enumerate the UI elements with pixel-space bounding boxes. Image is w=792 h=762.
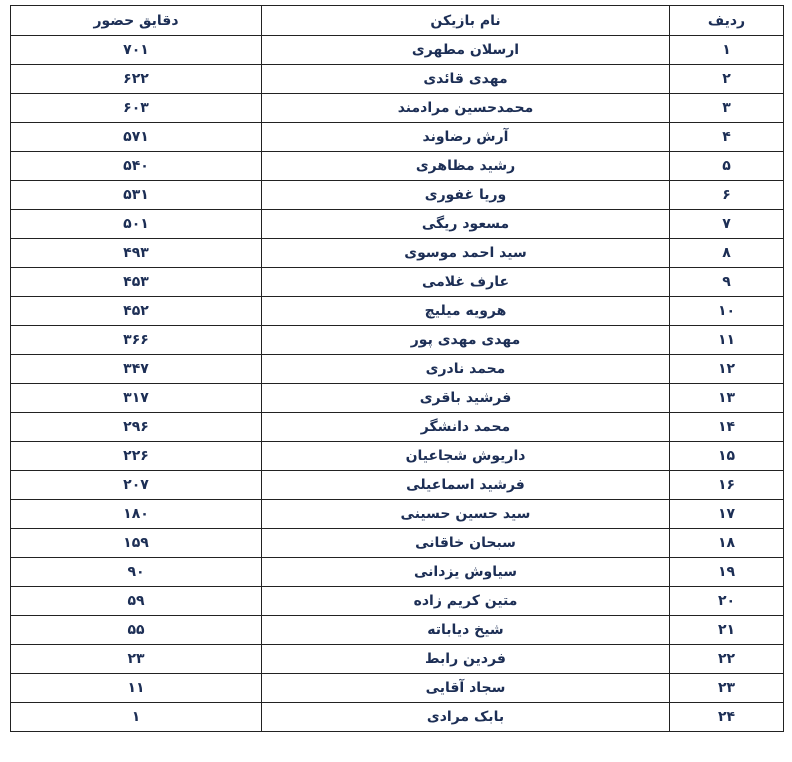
- player-name-cell: ارسلان مطهری: [262, 36, 670, 65]
- table-row: [11, 36, 784, 65]
- rank-cell: ۱۳: [670, 384, 784, 413]
- minutes-cell: ۲۰۷: [11, 471, 262, 500]
- rank-cell: ۵: [670, 152, 784, 181]
- rank-cell: ۱: [670, 36, 784, 65]
- rank-cell: ۴: [670, 123, 784, 152]
- player-name-cell: فرشید باقری: [262, 384, 670, 413]
- table-row: [11, 442, 784, 471]
- minutes-cell: ۲۳: [11, 645, 262, 674]
- rank-cell: ۹: [670, 268, 784, 297]
- table-row: [11, 123, 784, 152]
- player-name-cell: رشید مظاهری: [262, 152, 670, 181]
- minutes-cell: ۵۰۱: [11, 210, 262, 239]
- minutes-cell: ۲۹۶: [11, 413, 262, 442]
- rank-cell: ۲: [670, 65, 784, 94]
- player-name-cell: محمدحسین مرادمند: [262, 94, 670, 123]
- table-row: [11, 471, 784, 500]
- minutes-cell: ۳۴۷: [11, 355, 262, 384]
- rank-cell: ۱۱: [670, 326, 784, 355]
- header-row: [11, 6, 784, 36]
- rank-cell: ۱۹: [670, 558, 784, 587]
- player-name-cell: سجاد آقایی: [262, 674, 670, 703]
- player-name-cell: سید حسین حسینی: [262, 500, 670, 529]
- rank-cell: ۲۲: [670, 645, 784, 674]
- rank-cell: ۷: [670, 210, 784, 239]
- player-name-cell: هرویه میلیچ: [262, 297, 670, 326]
- table-row: [11, 210, 784, 239]
- minutes-cell: ۳۱۷: [11, 384, 262, 413]
- minutes-cell: ۳۶۶: [11, 326, 262, 355]
- table-row: [11, 268, 784, 297]
- player-minutes-table: [10, 5, 784, 732]
- rank-cell: ۱۵: [670, 442, 784, 471]
- player-name-cell: محمد نادری: [262, 355, 670, 384]
- rank-cell: ۸: [670, 239, 784, 268]
- table-row: [11, 152, 784, 181]
- minutes-cell: ۴۹۳: [11, 239, 262, 268]
- rank-cell: ۳: [670, 94, 784, 123]
- player-name-cell: متین کریم زاده: [262, 587, 670, 616]
- player-name-cell: سید احمد موسوی: [262, 239, 670, 268]
- table-row: [11, 413, 784, 442]
- table-row: [11, 326, 784, 355]
- minutes-cell: ۱۱: [11, 674, 262, 703]
- minutes-cell: ۵۵: [11, 616, 262, 645]
- minutes-cell: ۷۰۱: [11, 36, 262, 65]
- rank-cell: ۱۶: [670, 471, 784, 500]
- rank-cell: ۲۴: [670, 703, 784, 732]
- player-name-cell: فرشید اسماعیلی: [262, 471, 670, 500]
- table-row: [11, 645, 784, 674]
- table-row: [11, 587, 784, 616]
- minutes-cell: ۶۰۳: [11, 94, 262, 123]
- player-name-cell: عارف غلامی: [262, 268, 670, 297]
- table-row: [11, 239, 784, 268]
- minutes-cell: ۲۲۶: [11, 442, 262, 471]
- minutes-header: دقایق حضور: [11, 6, 262, 36]
- minutes-cell: ۵۷۱: [11, 123, 262, 152]
- player-name-cell: محمد دانشگر: [262, 413, 670, 442]
- table-row: [11, 181, 784, 210]
- rank-cell: ۲۰: [670, 587, 784, 616]
- player-name-cell: مهدی مهدی پور: [262, 326, 670, 355]
- player-name-cell: آرش رضاوند: [262, 123, 670, 152]
- table-row: [11, 703, 784, 732]
- player-name-cell: سبحان خاقانی: [262, 529, 670, 558]
- rank-cell: ۱۸: [670, 529, 784, 558]
- rank-cell: ۶: [670, 181, 784, 210]
- minutes-cell: ۶۲۲: [11, 65, 262, 94]
- table-row: [11, 558, 784, 587]
- player-name-cell: بابک مرادی: [262, 703, 670, 732]
- player-name-cell: داریوش شجاعیان: [262, 442, 670, 471]
- player-name-cell: شیخ دیاباته: [262, 616, 670, 645]
- table-row: [11, 94, 784, 123]
- rank-cell: ۱۲: [670, 355, 784, 384]
- player-name-cell: وریا غفوری: [262, 181, 670, 210]
- table-row: [11, 355, 784, 384]
- table-body: [11, 36, 784, 732]
- minutes-cell: ۱: [11, 703, 262, 732]
- table-row: [11, 529, 784, 558]
- table-row: [11, 616, 784, 645]
- table-row: [11, 297, 784, 326]
- table-row: [11, 500, 784, 529]
- table-row: [11, 674, 784, 703]
- rank-cell: ۱۴: [670, 413, 784, 442]
- minutes-cell: ۹۰: [11, 558, 262, 587]
- rank-header: ردیف: [670, 6, 784, 36]
- minutes-cell: ۴۵۲: [11, 297, 262, 326]
- player-name-cell: فردین رابط: [262, 645, 670, 674]
- player-name-cell: سیاوش یزدانی: [262, 558, 670, 587]
- minutes-cell: ۱۵۹: [11, 529, 262, 558]
- rank-cell: ۲۳: [670, 674, 784, 703]
- minutes-cell: ۵۴۰: [11, 152, 262, 181]
- name-header: نام بازیکن: [262, 6, 670, 36]
- rank-cell: ۲۱: [670, 616, 784, 645]
- minutes-cell: ۱۸۰: [11, 500, 262, 529]
- rank-cell: ۱۷: [670, 500, 784, 529]
- minutes-cell: ۵۹: [11, 587, 262, 616]
- rank-cell: ۱۰: [670, 297, 784, 326]
- player-name-cell: مسعود ریگی: [262, 210, 670, 239]
- minutes-cell: ۵۳۱: [11, 181, 262, 210]
- player-name-cell: مهدی قائدی: [262, 65, 670, 94]
- table-row: [11, 65, 784, 94]
- minutes-cell: ۴۵۳: [11, 268, 262, 297]
- table-row: [11, 384, 784, 413]
